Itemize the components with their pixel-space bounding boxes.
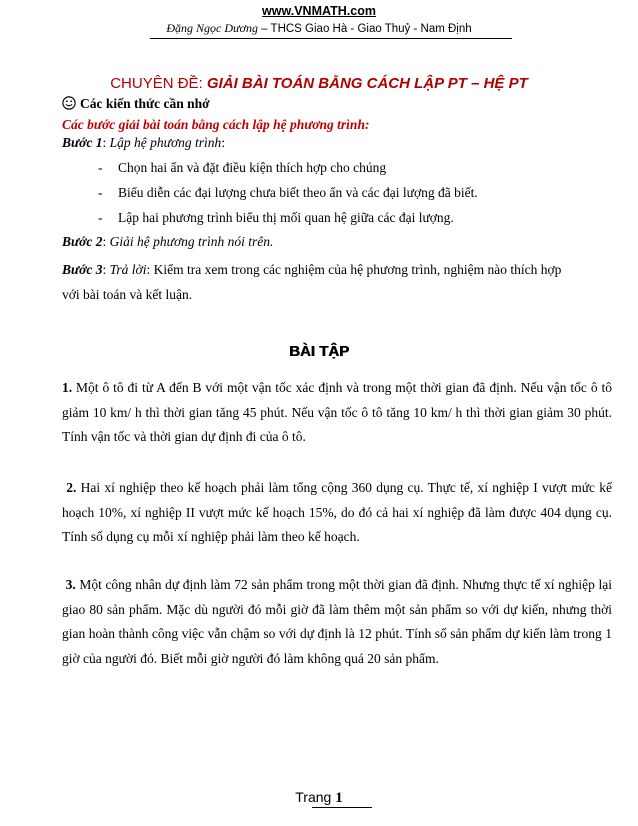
knowledge-heading-text: Các kiến thức cần nhớ (80, 96, 210, 111)
step-1-text: Lập hệ phương trình (109, 135, 222, 150)
problem-number: 3. (65, 577, 76, 592)
footer-divider (312, 807, 372, 808)
step-3-continuation: với bài toán và kết luận. (62, 287, 193, 302)
step-2-text: Giải hệ phương trình nói trên. (109, 234, 274, 249)
problem-text: Một ô tô đi từ A đến B với một vận tốc xác định và trong một thời gian đã định. Nếu vận tốc ô tô giảm 10 km/ h thì thời gian tăng 45 phút. Nếu vận tốc ô tô tăng 10 km/ h thì thời gian giảm 30 phút. Tính vận tốc và thời gian dự định đi của ô tô. (62, 380, 612, 444)
step-3-text: : Kiểm tra xem trong các nghiệm của hệ phương trình, nghiệm nào thích hợp (146, 262, 562, 277)
bullet-dash: - (98, 210, 103, 225)
problem-1 (62, 376, 612, 450)
site-url[interactable]: www.VNMATH.com (262, 4, 376, 18)
author-name: Đặng Ngọc Dương (166, 21, 258, 35)
step-3: Bước 3: Trả lời: Kiểm tra xem trong các nghiệm của hệ phương trình, nghiệm nào thích hợp (62, 262, 562, 277)
steps-subheading: Các bước giải bài toán bằng cách lập hệ phương trình: (62, 117, 370, 132)
step-2: Bước 2: Giải hệ phương trình nói trên. (62, 234, 274, 249)
problem-text: Một công nhân dự định làm 72 sản phẩm trong một thời gian đã định. Nhưng thực tế xí nghiệp lại giao 80 sản phẩm. Mặc dù người đó mỗi giờ đã làm thêm một sản phẩm so với dự kiến, nhưng thời gian hoàn thành công việc vẫn chậm so với dự định là 12 phút. Tính số sản phẩm dự kiến làm trong 1 giờ của người đó. Biết mỗi giờ người đó làm không quá 20 sản phẩm. (62, 577, 612, 666)
bullet-item: Chọn hai ẩn và đặt điều kiện thích hợp cho chúng (118, 160, 387, 175)
step-2-label: Bước 2 (62, 234, 103, 249)
problem-number: 2. (66, 480, 77, 495)
step-3-italic: Trả lời (109, 262, 147, 277)
page-title (0, 75, 638, 92)
title-lead: CHUYÊN ĐỀ: (110, 75, 207, 92)
step-3-label: Bước 3 (62, 262, 103, 277)
smiley-icon (62, 96, 76, 110)
bullet-dash: - (98, 160, 103, 175)
problem-text: Hai xí nghiệp theo kế hoạch phải làm tổng cộng 360 dụng cụ. Thực tế, xí nghiệp I vượt mức kế hoạch 10%, xí nghiệp II vượt mức kế hoạch 15%, do đó cả hai xí nghiệp đã làm được 404 dụng cụ. Tính số dụng cụ mỗi xí nghiệp phải làm theo kế hoạch. (62, 480, 612, 544)
problem-number: 1. (62, 380, 73, 395)
footer-label: Trang (295, 789, 336, 805)
bullet-item: Biểu diễn các đại lượng chưa biết theo ẩn và các đại lượng đã biết. (118, 185, 478, 200)
step-1: Bước 1: Lập hệ phương trình: (62, 135, 226, 150)
bullet-item: Lập hai phương trình biểu thị mối quan hệ giữa các đại lượng. (118, 210, 454, 225)
section-title: BÀI TẬP (289, 343, 349, 360)
author-school: – THCS Giao Hà - Giao Thuỷ - Nam Định (257, 23, 472, 35)
author-line (0, 21, 638, 36)
problem-2 (62, 476, 612, 550)
page-number: 1 (335, 790, 343, 806)
problem-3 (62, 573, 612, 671)
step-1-label: Bước 1 (62, 135, 103, 150)
page-footer (0, 789, 638, 807)
title-main: GIẢI BÀI TOÁN BẰNG CÁCH LẬP PT – HỆ PT (206, 75, 528, 92)
bullet-dash: - (98, 185, 103, 200)
knowledge-heading (62, 96, 210, 112)
header-divider (150, 38, 512, 39)
